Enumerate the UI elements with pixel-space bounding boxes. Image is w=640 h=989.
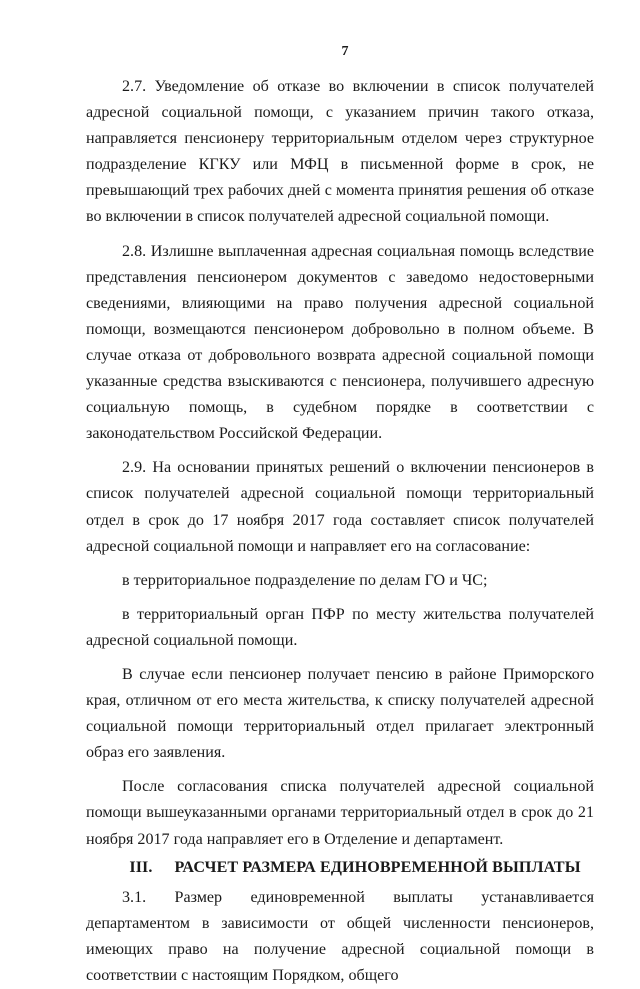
section-number: III. <box>129 858 153 876</box>
paragraph-gap <box>86 560 594 568</box>
paragraph-gap <box>86 447 594 455</box>
paragraph-2-7: 2.7. Уведомление об отказе во включении в список получателей адресной социальной помощи, с указанием причин такого отказа, направляется пенсионеру территориальным отделом через структурное подразделение КГКУ или МФЦ в письменной форме в срок, не превышающий трех рабочих дней с момента принятия решения об отказе во включении в список получателей адресной социальной помощи. <box>86 78 594 226</box>
page-number: 7 <box>341 44 349 59</box>
paragraph-gap <box>86 766 594 774</box>
paragraph-gap <box>86 231 594 239</box>
paragraph-after-approval: После согласования списка получателей адресной социальной помощи вышеуказанными органами территориальный отдел в срок до 21 ноября 2017 года направляет его в Отделение и департамент. <box>86 778 594 848</box>
paragraph-gap <box>86 594 594 602</box>
paragraph-2-8: 2.8. Излишне выплаченная адресная социальная помощь вследствие представления пенсионером документов с заведомо недостоверными сведениями, влияющими на право получения адресной социальной помощи, возмещаются пенсионером добровольно в полном объеме. В случае отказа от добровольного возврата адресной социальной помощи указанные средства взыскиваются с пенсионера, получившего адресную социальную помощь, в судебном порядке в соответствии с законодательством Российской Федерации. <box>86 242 594 443</box>
paragraph-gap <box>86 654 594 662</box>
paragraph-case-other-region: В случае если пенсионер получает пенсию в районе Приморского края, отличном от его места жительства, к списку получателей адресной социальной помощи территориальный отдел прилагает электронный образ его заявления. <box>86 665 594 762</box>
section-heading <box>86 855 594 881</box>
list-item-pfr: в территориальный орган ПФР по месту жительства получателей адресной социальной помощи. <box>86 605 594 649</box>
paragraph-2-9: 2.9. На основании принятых решений о включении пенсионеров в список получателей адресной социальной помощи территориальный отдел в срок до 17 ноября 2017 года составляет список получателей адресной социальной помощи и направляет его на согласование: <box>86 459 594 555</box>
paragraph-3-1: 3.1. Размер единовременной выплаты устанавливается департаментом в зависимости от общей численности пенсионеров, имеющих право на получение адресной социальной помощи в соответствии с настоящим Порядком, общего <box>86 888 594 984</box>
list-item-go-chs: в территориальное подразделение по делам ГО и ЧС; <box>122 571 488 589</box>
section-title: РАСЧЕТ РАЗМЕРА ЕДИНОВРЕМЕННОЙ ВЫПЛАТЫ <box>174 858 581 876</box>
